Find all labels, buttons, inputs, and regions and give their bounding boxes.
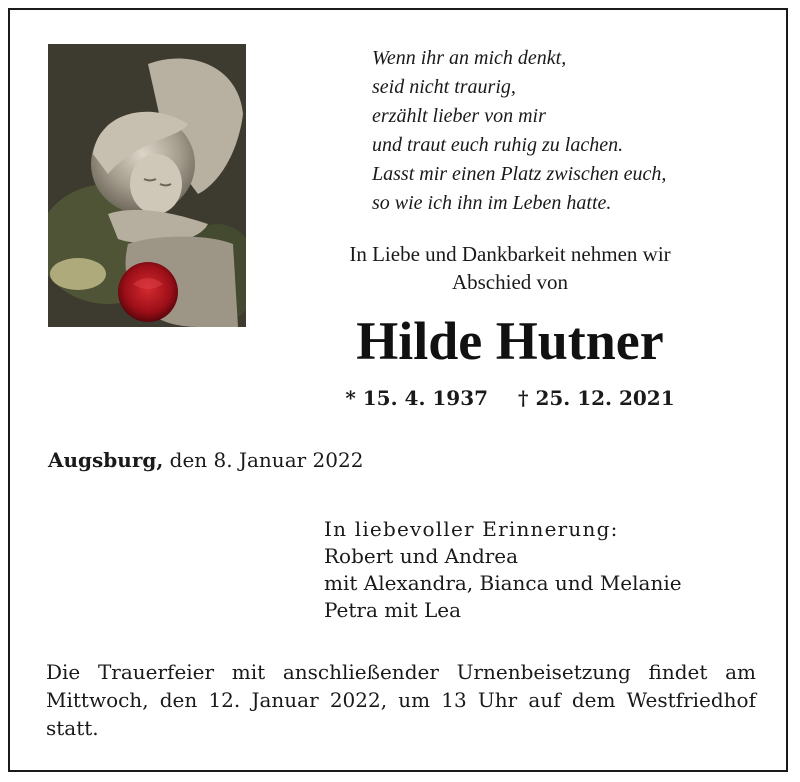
- mourner-line: mit Alexandra, Bianca und Melanie: [324, 571, 682, 595]
- poem-line: und traut euch ruhig zu lachen.: [372, 134, 624, 156]
- mourner-line: Robert und Andrea: [324, 544, 519, 568]
- poem: [372, 44, 772, 218]
- angel-statue-photo: [48, 44, 246, 327]
- life-dates: [270, 386, 750, 410]
- place-date: [48, 448, 363, 472]
- poem-line: erzählt lieber von mir: [372, 105, 546, 127]
- deceased-name: Hilde Hutner: [356, 311, 664, 371]
- poem-line: so wie ich ihn im Leben hatte.: [372, 192, 612, 214]
- poem-line: Wenn ihr an mich denkt,: [372, 47, 567, 69]
- mourners-heading: In liebevoller Erinnerung:: [324, 517, 619, 541]
- mourner-line: Petra mit Lea: [324, 598, 462, 622]
- intro-line: Abschied von: [451, 270, 569, 294]
- mourners-block: [324, 516, 682, 624]
- funeral-notice: Die Trauerfeier mit anschließender Urnenbeisetzung findet am Mittwoch, den 12. Januar 2022, um 13 Uhr auf dem Westfriedhof statt.: [46, 660, 756, 740]
- poem-line: seid nicht traurig,: [372, 76, 516, 98]
- angel-statue-icon: [48, 44, 246, 327]
- death-date: † 25. 12. 2021: [518, 386, 675, 410]
- place: Augsburg,: [48, 448, 164, 472]
- intro-line: In Liebe und Dankbarkeit nehmen wir: [349, 242, 671, 266]
- intro-text: [270, 240, 750, 296]
- date: den 8. Januar 2022: [169, 448, 364, 472]
- birth-date: * 15. 4. 1937: [345, 386, 489, 410]
- poem-line: Lasst mir einen Platz zwischen euch,: [372, 163, 667, 185]
